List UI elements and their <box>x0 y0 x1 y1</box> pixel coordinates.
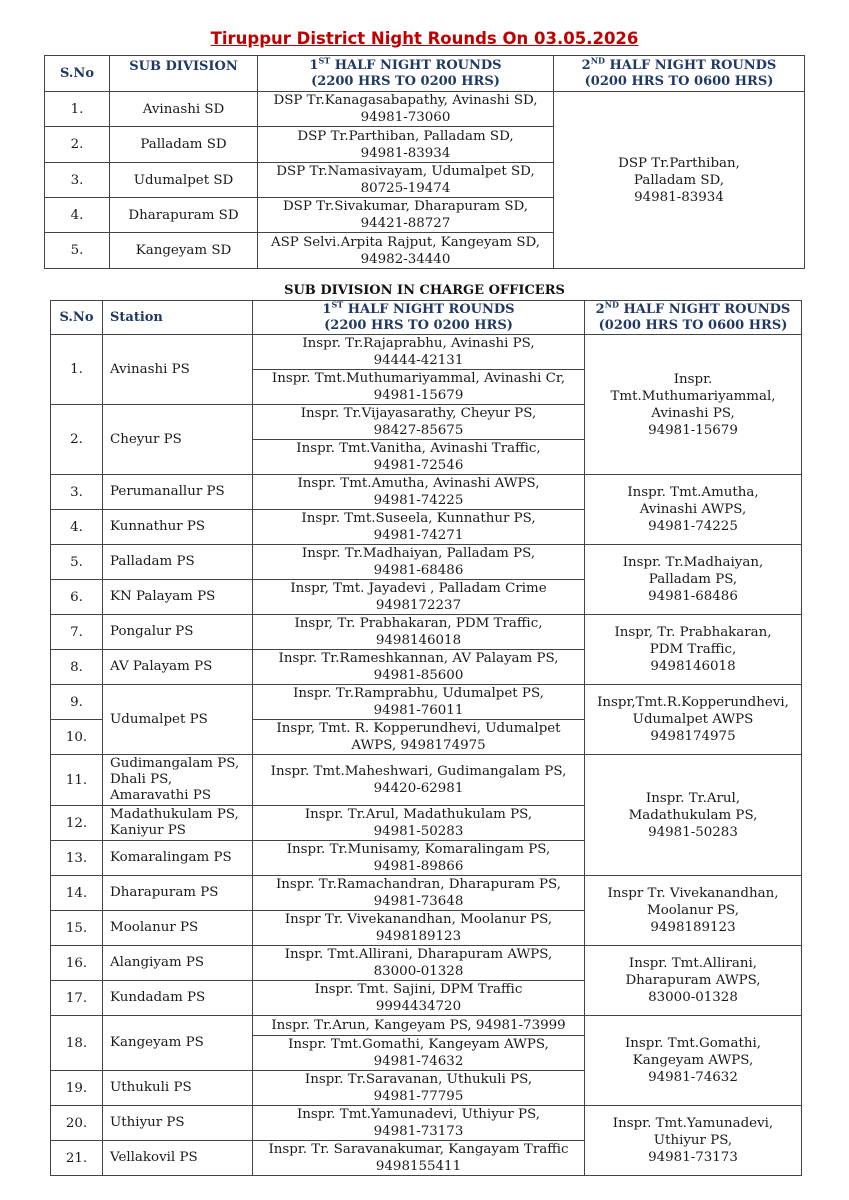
table-row <box>51 335 802 370</box>
table-row <box>51 1106 802 1141</box>
sno-cell: 4. <box>45 198 110 233</box>
first-half-officer: Inspr, Tr. Prabhakaran, PDM Traffic, 9498146018 <box>253 615 585 650</box>
table-row <box>45 92 805 127</box>
sno-cell: 17. <box>51 981 103 1016</box>
first-half-officer: Inspr, Tmt. Jayadevi , Palladam Crime 9498172237 <box>253 580 585 615</box>
station-cell: Moolanur PS <box>103 911 253 946</box>
table-row <box>51 615 802 650</box>
station-cell: Uthiyur PS <box>103 1106 253 1141</box>
station-cell: Komaralingam PS <box>103 841 253 876</box>
sno-cell: 7. <box>51 615 103 650</box>
sno-cell: 8. <box>51 650 103 685</box>
first-half-officer: Inspr. Tr.Ramachandran, Dharapuram PS, 94981-73648 <box>253 876 585 911</box>
second-half-officer: DSP Tr.Parthiban, Palladam SD, 94981-83934 <box>554 92 805 269</box>
second-half-officer: Inspr. Tmt.Allirani, Dharapuram AWPS, 83000-01328 <box>585 946 802 1016</box>
first-half-officer: Inspr. Tr. Saravanakumar, Kangayam Traffic 9498155411 <box>253 1141 585 1176</box>
sno-cell: 12. <box>51 806 103 841</box>
first-half-officer: Inspr. Tr.Ramprabhu, Udumalpet PS, 94981-76011 <box>253 685 585 720</box>
station-cell: Vellakovil PS <box>103 1141 253 1176</box>
sno-cell: 20. <box>51 1106 103 1141</box>
sno-cell: 16. <box>51 946 103 981</box>
first-half-officer: Inspr. Tr.Munisamy, Komaralingam PS, 94981-89866 <box>253 841 585 876</box>
section-heading: SUB DIVISION IN CHARGE OFFICERS <box>284 283 565 298</box>
first-half-officer: Inspr. Tr.Arun, Kangeyam PS, 94981-73999 <box>253 1016 585 1036</box>
first-half-officer: Inspr. Tr.Saravanan, Uthukuli PS, 94981-77795 <box>253 1071 585 1106</box>
table-row <box>51 475 802 510</box>
sno-cell: 3. <box>45 163 110 198</box>
first-half-officer: ASP Selvi.Arpita Rajput, Kangeyam SD, 94982-34440 <box>258 233 554 269</box>
station-cell: AV Palayam PS <box>103 650 253 685</box>
station-cell: Avinashi PS <box>103 335 253 405</box>
first-half-officer: DSP Tr.Kanagasabapathy, Avinashi SD, 94981-73060 <box>258 92 554 127</box>
second-half-officer: Inspr. Tr.Madhaiyan, Palladam PS, 94981-68486 <box>585 545 802 615</box>
first-half-officer: Inspr, Tmt. R. Kopperundhevi, Udumalpet AWPS, 9498174975 <box>253 720 585 755</box>
station-cell: Pongalur PS <box>103 615 253 650</box>
first-half-officer: Inspr. Tmt.Suseela, Kunnathur PS, 94981-74271 <box>253 510 585 545</box>
first-half-officer: Inspr. Tmt.Allirani, Dharapuram AWPS, 83000-01328 <box>253 946 585 981</box>
station-cell: Gudimangalam PS, Dhali PS, Amaravathi PS <box>103 755 253 806</box>
station-cell: Kangeyam PS <box>103 1016 253 1071</box>
first-half-officer: Inspr. Tmt.Gomathi, Kangeyam AWPS, 94981-74632 <box>253 1036 585 1071</box>
sno-cell: 2. <box>45 127 110 163</box>
second-half-officer: Inspr, Tr. Prabhakaran, PDM Traffic, 9498146018 <box>585 615 802 685</box>
header-sno: S.No <box>51 301 103 335</box>
second-half-officer: Inspr. Tmt.Gomathi, Kangeyam AWPS, 94981-74632 <box>585 1016 802 1106</box>
station-cell: Kundadam PS <box>103 981 253 1016</box>
table-row <box>51 876 802 911</box>
station-cell: Kunnathur PS <box>103 510 253 545</box>
first-half-officer: DSP Tr.Parthiban, Palladam SD, 94981-83934 <box>258 127 554 163</box>
header-sno: S.No <box>45 56 110 92</box>
page-title: Tiruppur District Night Rounds On 03.05.2026 <box>210 29 639 48</box>
header-station: Station <box>103 301 253 335</box>
sno-cell: 19. <box>51 1071 103 1106</box>
subdivision-rounds-table <box>44 55 805 269</box>
table-row <box>51 685 802 720</box>
first-half-officer: Inspr. Tmt.Amutha, Avinashi AWPS, 94981-74225 <box>253 475 585 510</box>
first-half-officer: Inspr. Tmt.Yamunadevi, Uthiyur PS, 94981-73173 <box>253 1106 585 1141</box>
first-half-officer: Inspr. Tr.Arul, Madathukulam PS, 94981-50283 <box>253 806 585 841</box>
first-half-officer: Inspr. Tr.Madhaiyan, Palladam PS, 94981-68486 <box>253 545 585 580</box>
sno-cell: 4. <box>51 510 103 545</box>
first-half-officer: Inspr. Tr.Vijayasarathy, Cheyur PS, 98427-85675 <box>253 405 585 440</box>
sno-cell: 3. <box>51 475 103 510</box>
station-cell: Udumalpet PS <box>103 685 253 755</box>
station-cell: Cheyur PS <box>103 405 253 475</box>
sno-cell: 18. <box>51 1016 103 1071</box>
subdivision-cell: Udumalpet SD <box>110 163 258 198</box>
second-half-officer: Inspr,Tmt.R.Kopperundhevi, Udumalpet AWPS 9498174975 <box>585 685 802 755</box>
first-half-officer: Inspr. Tmt.Muthumariyammal, Avinashi Cr, 94981-15679 <box>253 370 585 405</box>
first-half-officer: Inspr. Tmt. Sajini, DPM Traffic 9994434720 <box>253 981 585 1016</box>
subdivision-cell: Palladam SD <box>110 127 258 163</box>
header-sub-division: SUB DIVISION <box>110 56 258 92</box>
table-header-row <box>45 56 805 92</box>
subdivision-cell: Avinashi SD <box>110 92 258 127</box>
first-half-officer: DSP Tr.Sivakumar, Dharapuram SD, 94421-88727 <box>258 198 554 233</box>
first-half-officer: Inspr. Tr.Rajaprabhu, Avinashi PS, 94444-42131 <box>253 335 585 370</box>
sno-cell: 14. <box>51 876 103 911</box>
first-half-officer: DSP Tr.Namasivayam, Udumalpet SD, 80725-19474 <box>258 163 554 198</box>
sno-cell: 1. <box>45 92 110 127</box>
sno-cell: 5. <box>51 545 103 580</box>
table-row <box>51 946 802 981</box>
first-half-officer: Inspr. Tr.Rameshkannan, AV Palayam PS, 94981-85600 <box>253 650 585 685</box>
first-half-officer: Inspr. Tmt.Maheshwari, Gudimangalam PS, 94420-62981 <box>253 755 585 806</box>
table-row <box>51 755 802 806</box>
second-half-officer: Inspr Tr. Vivekanandhan, Moolanur PS, 9498189123 <box>585 876 802 946</box>
header-first-half: 1ST HALF NIGHT ROUNDS (2200 HRS TO 0200 HRS) <box>258 56 554 92</box>
sno-cell: 11. <box>51 755 103 806</box>
station-cell: Perumanallur PS <box>103 475 253 510</box>
sno-cell: 2. <box>51 405 103 475</box>
subdivision-cell: Dharapuram SD <box>110 198 258 233</box>
subdivision-cell: Kangeyam SD <box>110 233 258 269</box>
station-cell: Madathukulam PS, Kaniyur PS <box>103 806 253 841</box>
station-cell: Palladam PS <box>103 545 253 580</box>
second-half-officer: Inspr. Tmt.Amutha, Avinashi AWPS, 94981-74225 <box>585 475 802 545</box>
sno-cell: 5. <box>45 233 110 269</box>
second-half-officer: Inspr. Tr.Arul, Madathukulam PS, 94981-50283 <box>585 755 802 876</box>
header-second-half: 2ND HALF NIGHT ROUNDS (0200 HRS TO 0600 HRS) <box>585 301 802 335</box>
table-row <box>51 545 802 580</box>
station-cell: Uthukuli PS <box>103 1071 253 1106</box>
header-second-half: 2ND HALF NIGHT ROUNDS (0200 HRS TO 0600 HRS) <box>554 56 805 92</box>
sno-cell: 6. <box>51 580 103 615</box>
sno-cell: 9. <box>51 685 103 720</box>
station-rounds-table <box>50 300 802 1176</box>
sno-cell: 10. <box>51 720 103 755</box>
station-cell: Dharapuram PS <box>103 876 253 911</box>
station-cell: KN Palayam PS <box>103 580 253 615</box>
sno-cell: 15. <box>51 911 103 946</box>
table-header-row <box>51 301 802 335</box>
sno-cell: 1. <box>51 335 103 405</box>
first-half-officer: Inspr. Tmt.Vanitha, Avinashi Traffic, 94981-72546 <box>253 440 585 475</box>
table-row <box>51 1016 802 1036</box>
station-cell: Alangiyam PS <box>103 946 253 981</box>
second-half-officer: Inspr. Tmt.Yamunadevi, Uthiyur PS, 94981-73173 <box>585 1106 802 1176</box>
second-half-officer: Inspr. Tmt.Muthumariyammal, Avinashi PS, 94981-15679 <box>585 335 802 475</box>
first-half-officer: Inspr Tr. Vivekanandhan, Moolanur PS, 9498189123 <box>253 911 585 946</box>
sno-cell: 13. <box>51 841 103 876</box>
header-first-half: 1ST HALF NIGHT ROUNDS (2200 HRS TO 0200 HRS) <box>253 301 585 335</box>
sno-cell: 21. <box>51 1141 103 1176</box>
